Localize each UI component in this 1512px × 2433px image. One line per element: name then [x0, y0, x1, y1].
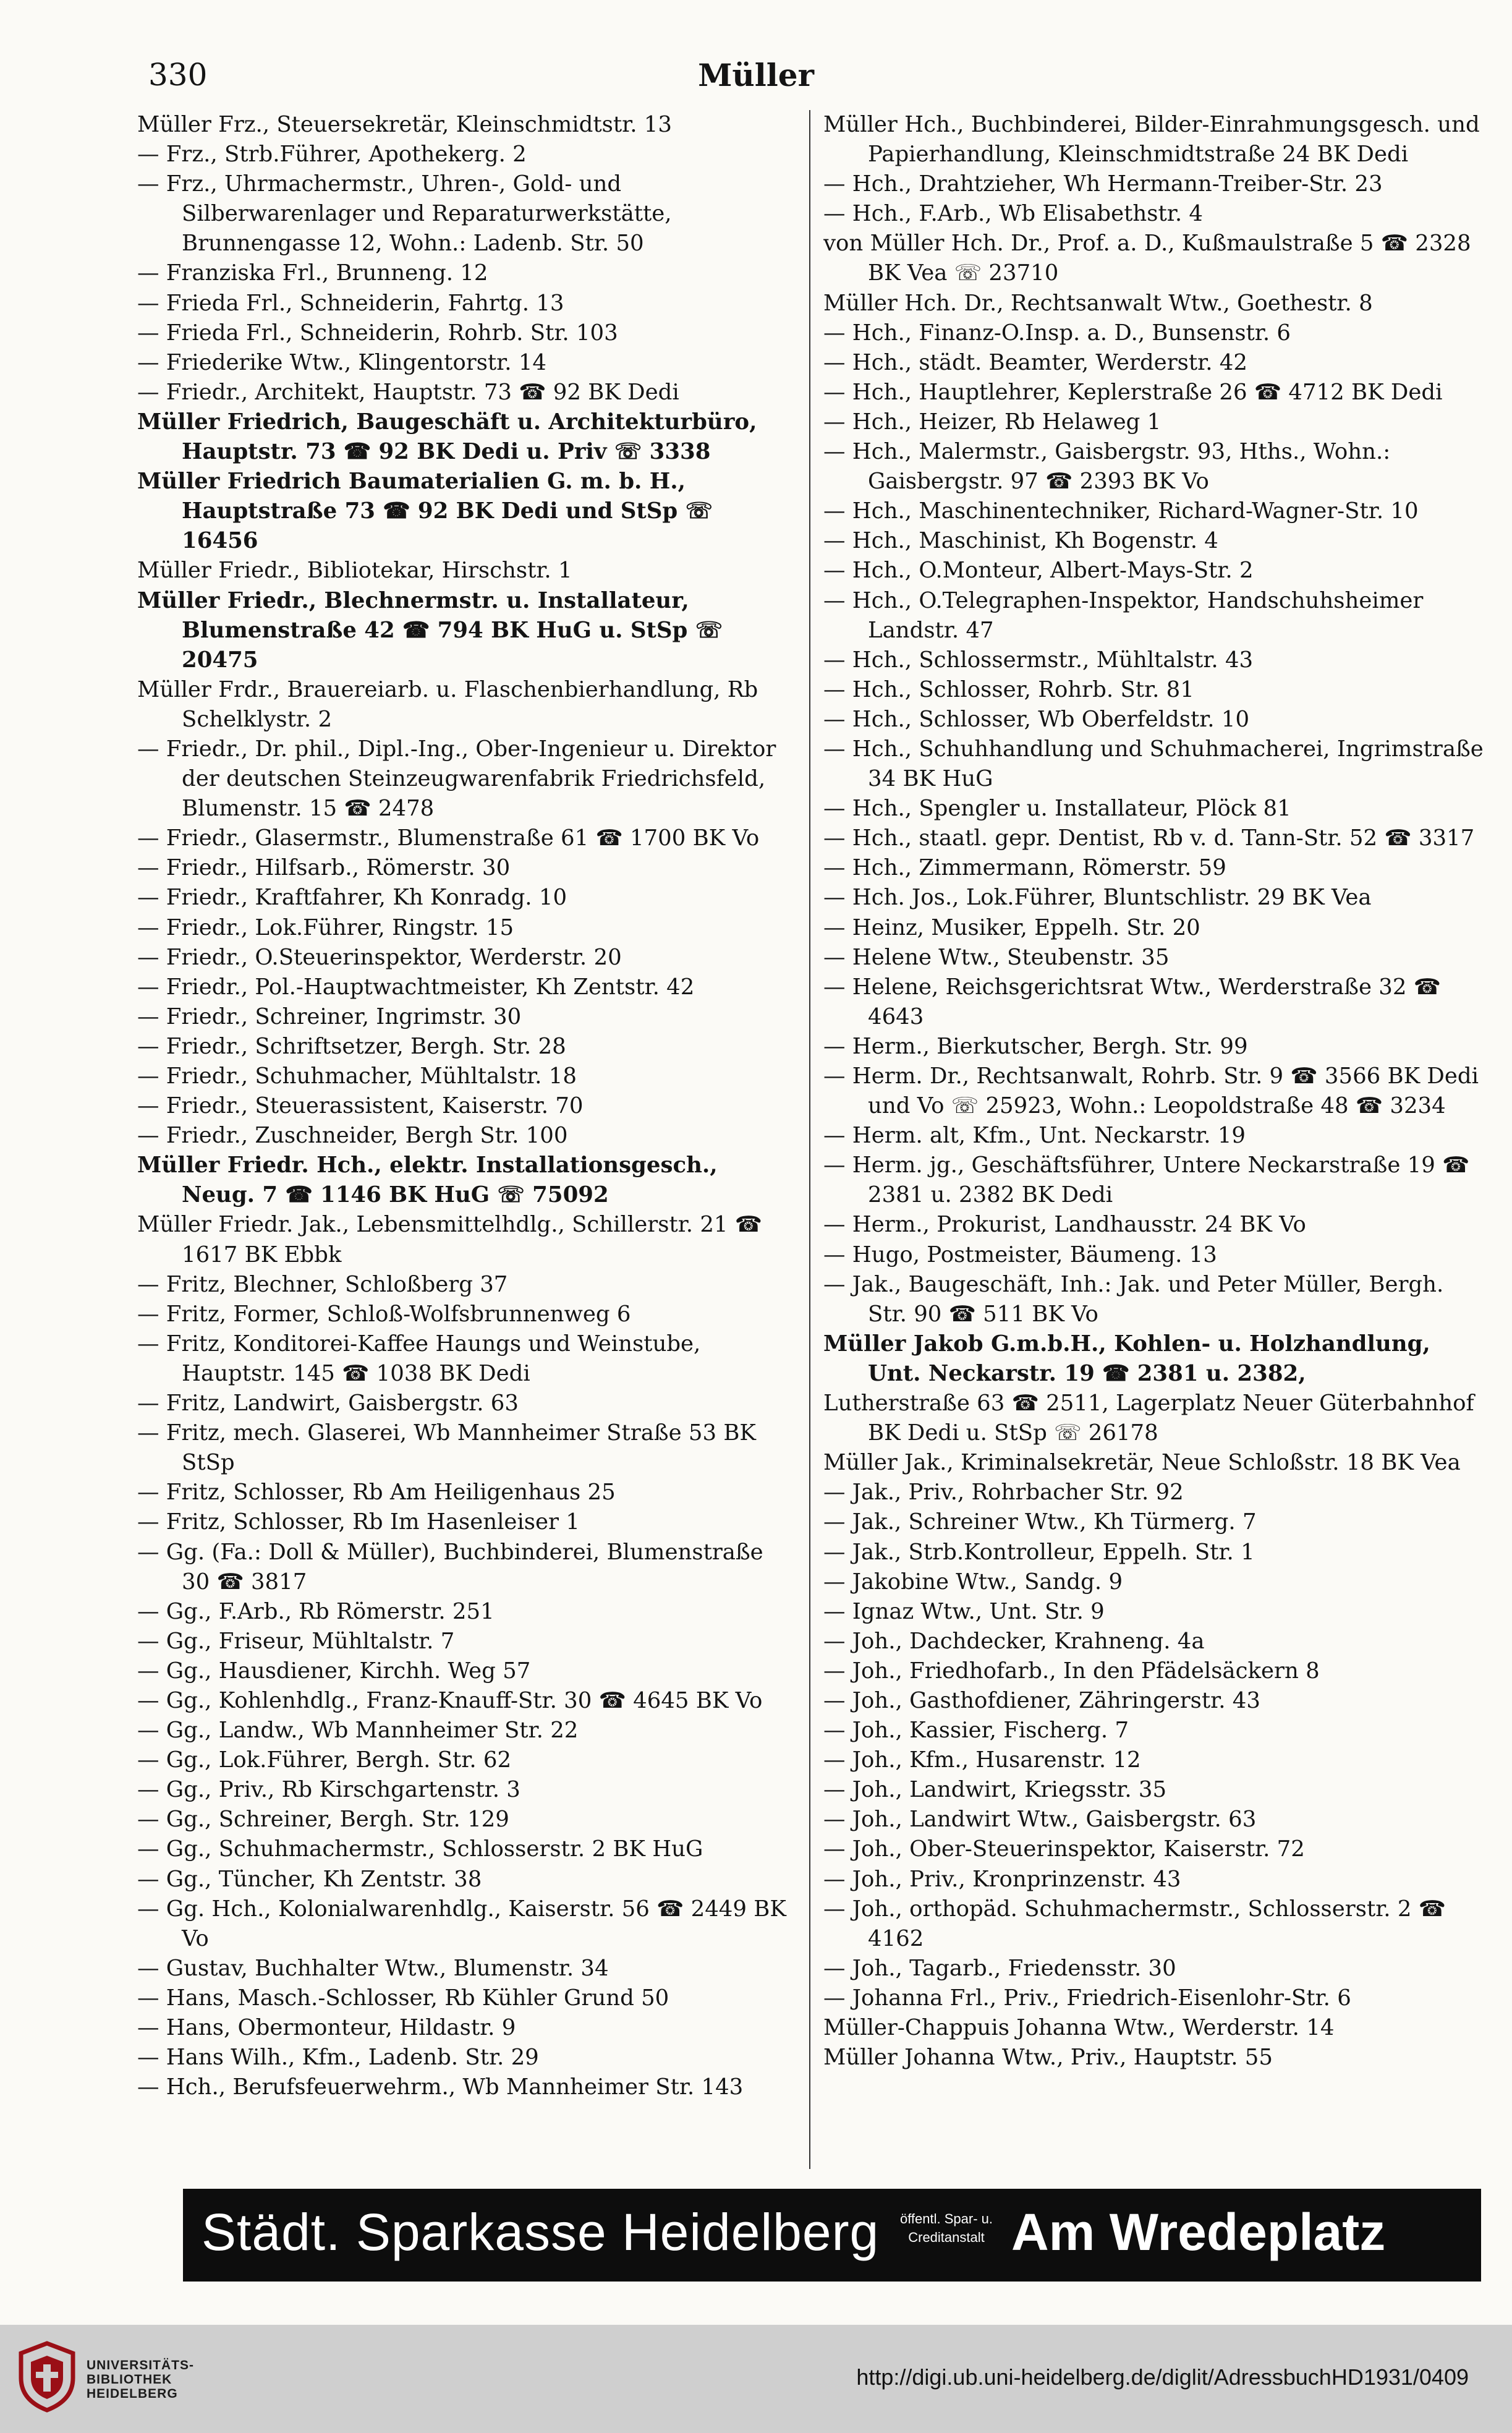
source-url-link[interactable]: http://digi.ub.uni-heidelberg.de/diglit/AdressbuchHD1931/0409: [856, 2364, 1469, 2390]
directory-entry: — Fritz, Konditorei-Kaffee Haungs und Weinstube, Hauptstr. 145 ☎ 1038 BK Dedi: [137, 1331, 701, 1386]
directory-entry: — Gg., F.Arb., Rb Römerstr. 251: [137, 1598, 495, 1624]
directory-entry: Müller Friedrich, Baugeschäft u. Architekturbüro, Hauptstr. 73 ☎ 92 BK Dedi u. Priv ☏ 3338: [137, 409, 757, 465]
directory-entry: — Hans, Obermonteur, Hildastr. 9: [137, 2015, 516, 2040]
directory-entry: — Joh., Gasthofdiener, Zähringerstr. 43: [823, 1687, 1260, 1713]
library-name-line: HEIDELBERG: [87, 2387, 178, 2401]
directory-entry: — Friedr., Steuerassistent, Kaiserstr. 70: [137, 1093, 584, 1119]
right-column: [823, 110, 1485, 2169]
directory-entry: — Frz., Strb.Führer, Apothekerg. 2: [137, 142, 527, 168]
directory-entry: Müller Hch. Dr., Rechtsanwalt Wtw., Goethestr. 8: [823, 290, 1373, 316]
directory-entry: Müller Jak., Kriminalsekretär, Neue Schloßstr. 18 BK Vea: [823, 1450, 1461, 1476]
directory-entry: — Fritz, Blechner, Schloßberg 37: [137, 1271, 508, 1297]
directory-entry: — Gustav, Buchhalter Wtw., Blumenstr. 34: [137, 1955, 609, 1981]
university-seal-icon: [16, 2340, 78, 2414]
directory-entry: — Helene, Reichsgerichtsrat Wtw., Werderstraße 32 ☎ 4643: [823, 974, 1441, 1029]
directory-entry: — Hans Wilh., Kfm., Ladenb. Str. 29: [137, 2045, 539, 2071]
directory-entry: Müller Friedrich Baumaterialien G. m. b. H., Hauptstraße 73 ☎ 92 BK Dedi und StSp ☏ 16456: [137, 469, 713, 554]
ad-bank-name: Städt. Sparkasse Heidelberg: [202, 2203, 880, 2261]
directory-entry: — Hugo, Postmeister, Bäumeng. 13: [823, 1242, 1217, 1268]
directory-entry: — Herm., Prokurist, Landhausstr. 24 BK Vo: [823, 1212, 1306, 1238]
directory-entry: — Friedr., Schuhmacher, Mühltalstr. 18: [137, 1063, 577, 1089]
directory-entry: — Gg., Kohlenhdlg., Franz-Knauff-Str. 30 ☎ 4645 BK Vo: [137, 1687, 763, 1713]
ad-location: Am Wredeplatz: [1011, 2203, 1386, 2261]
directory-entry: — Franziska Frl., Brunneng. 12: [137, 260, 488, 286]
directory-entry: — Joh., Landwirt, Kriegsstr. 35: [823, 1777, 1167, 1803]
directory-entry: — Hch., Berufsfeuerwehrm., Wb Mannheimer Str. 143: [137, 2074, 744, 2100]
directory-entry: Müller Johanna Wtw., Priv., Hauptstr. 55: [823, 2045, 1273, 2071]
sparkasse-advertisement: [183, 2189, 1481, 2282]
directory-entry: — Friedr., Zuschneider, Bergh Str. 100: [137, 1123, 568, 1149]
directory-entry: — Hch., Finanz-O.Insp. a. D., Bunsenstr. 6: [823, 320, 1291, 346]
directory-entry: — Gg. Hch., Kolonialwarenhdlg., Kaiserstr. 56 ☎ 2449 BK Vo: [137, 1896, 786, 1951]
directory-entry: Müller Friedr. Jak., Lebensmittelhdlg., Schillerstr. 21 ☎ 1617 BK Ebbk: [137, 1212, 763, 1268]
directory-entry: — Friederike Wtw., Klingentorstr. 14: [137, 349, 546, 375]
directory-entry: — Joh., Ober-Steuerinspektor, Kaiserstr. 72: [823, 1836, 1305, 1862]
column-divider: [809, 110, 810, 2169]
directory-entry: — Hch., Maschinist, Kh Bogenstr. 4: [823, 528, 1218, 554]
directory-entry: — Herm. Dr., Rechtsanwalt, Rohrb. Str. 9 ☎ 3566 BK Dedi und Vo ☏ 25923, Wohn.: Leopoldstraße 48 ☎ 3234: [823, 1063, 1479, 1119]
directory-entry: — Hch., Malermstr., Gaisbergstr. 93, Hths., Wohn.: Gaisbergstr. 97 ☎ 2393 BK Vo: [823, 439, 1391, 495]
directory-entry: — Hch., O.Monteur, Albert-Mays-Str. 2: [823, 558, 1254, 584]
page-number: 330: [148, 57, 208, 93]
directory-entry: — Herm., Bierkutscher, Bergh. Str. 99: [823, 1033, 1248, 1059]
directory-entry: — Gg., Hausdiener, Kirchh. Weg 57: [137, 1658, 531, 1684]
library-footer-bar: [0, 2325, 1512, 2433]
directory-entry: — Hch., Schuhhandlung und Schuhmacherei, Ingrimstraße 34 BK HuG: [823, 736, 1484, 792]
ad-small-print: öffentl. Spar- u. Creditanstalt: [899, 2211, 993, 2245]
directory-entry: — Friedr., Schriftsetzer, Bergh. Str. 28: [137, 1033, 566, 1059]
directory-entry: — Hch., Maschinentechniker, Richard-Wagner-Str. 10: [823, 498, 1419, 524]
directory-entry: — Joh., orthopäd. Schuhmachermstr., Schlosserstr. 2 ☎ 4162: [823, 1896, 1446, 1951]
directory-entry: — Fritz, Landwirt, Gaisbergstr. 63: [137, 1391, 519, 1417]
directory-entry: — Helene Wtw., Steubenstr. 35: [823, 944, 1170, 970]
directory-columns: [137, 110, 1485, 2169]
directory-entry: — Joh., Tagarb., Friedensstr. 30: [823, 1955, 1176, 1981]
directory-entry: Müller Jakob G.m.b.H., Kohlen- u. Holzhandlung, Unt. Neckarstr. 19 ☎ 2381 u. 2382,: [823, 1331, 1430, 1386]
directory-entry: — Joh., Friedhofarb., In den Pfädelsäckern 8: [823, 1658, 1320, 1684]
directory-entry: — Hch., Zimmermann, Römerstr. 59: [823, 855, 1226, 881]
left-column: [137, 110, 796, 2169]
directory-entry: Müller Friedr., Blechnermstr. u. Installateur, Blumenstraße 42 ☎ 794 BK HuG u. StSp ☏ 20475: [137, 587, 723, 673]
directory-entry: — Friedr., Schreiner, Ingrimstr. 30: [137, 1003, 522, 1029]
directory-entry: — Jak., Strb.Kontrolleur, Eppelh. Str. 1: [823, 1539, 1255, 1565]
directory-entry: — Gg., Lok.Führer, Bergh. Str. 62: [137, 1747, 512, 1773]
directory-entry: — Friedr., Hilfsarb., Römerstr. 30: [137, 855, 511, 881]
directory-entry: — Hch., Hauptlehrer, Keplerstraße 26 ☎ 4712 BK Dedi: [823, 379, 1443, 405]
directory-entry: — Hch., Drahtzieher, Wh Hermann-Treiber-Str. 23: [823, 171, 1383, 197]
directory-entry: — Heinz, Musiker, Eppelh. Str. 20: [823, 914, 1200, 940]
directory-entry: — Gg., Landw., Wb Mannheimer Str. 22: [137, 1718, 579, 1744]
directory-entry: Müller Frdr., Brauereiarb. u. Flaschenbierhandlung, Rb Schelklystr. 2: [137, 676, 758, 732]
directory-entry: — Joh., Kfm., Husarenstr. 12: [823, 1747, 1141, 1773]
directory-entry: — Gg., Schuhmachermstr., Schlosserstr. 2 BK HuG: [137, 1836, 703, 1862]
library-name: [87, 2358, 194, 2401]
directory-entry: — Gg., Priv., Rb Kirschgartenstr. 3: [137, 1777, 520, 1803]
directory-entry: — Jakobine Wtw., Sandg. 9: [823, 1569, 1123, 1595]
directory-entry: — Friedr., Lok.Führer, Ringstr. 15: [137, 914, 514, 940]
directory-entry: — Hch., Schlosser, Rohrb. Str. 81: [823, 676, 1194, 702]
directory-entry: — Hans, Masch.-Schlosser, Rb Kühler Grund 50: [137, 1985, 669, 2011]
directory-entry: — Hch. Jos., Lok.Führer, Bluntschlistr. 29 BK Vea: [823, 885, 1372, 911]
running-head: Müller: [698, 57, 814, 93]
directory-entry: — Friedr., Pol.-Hauptwachtmeister, Kh Zentstr. 42: [137, 974, 695, 1000]
directory-entry: — Joh., Kassier, Fischerg. 7: [823, 1718, 1129, 1744]
directory-entry: — Frz., Uhrmachermstr., Uhren-, Gold- und Silberwarenlager und Reparaturwerkstätte, Brunnengasse 12, Wohn.: Ladenb. Str. 50: [137, 171, 672, 257]
directory-entry: — Friedr., Kraftfahrer, Kh Konradg. 10: [137, 885, 567, 911]
directory-entry: von Müller Hch. Dr., Prof. a. D., Kußmaulstraße 5 ☎ 2328 BK Vea ☏ 23710: [823, 231, 1471, 286]
directory-entry: — Friedr., O.Steuerinspektor, Werderstr. 20: [137, 944, 622, 970]
directory-entry: — Fritz, Schlosser, Rb Im Hasenleiser 1: [137, 1509, 580, 1535]
directory-entry: — Friedr., Architekt, Hauptstr. 73 ☎ 92 BK Dedi: [137, 379, 679, 405]
directory-entry: — Ignaz Wtw., Unt. Str. 9: [823, 1598, 1105, 1624]
library-name-line: BIBLIOTHEK: [87, 2372, 172, 2387]
directory-entry: — Hch., F.Arb., Wb Elisabethstr. 4: [823, 201, 1203, 227]
directory-entry: Müller Friedr. Hch., elektr. Installationsgesch., Neug. 7 ☎ 1146 BK HuG ☏ 75092: [137, 1153, 718, 1208]
directory-entry: — Friedr., Glasermstr., Blumenstraße 61 ☎ 1700 BK Vo: [137, 825, 760, 851]
directory-entry: — Fritz, Schlosser, Rb Am Heiligenhaus 25: [137, 1480, 616, 1506]
directory-entry: Müller-Chappuis Johanna Wtw., Werderstr. 14: [823, 2015, 1335, 2040]
directory-entry: — Gg., Friseur, Mühltalstr. 7: [137, 1628, 455, 1654]
directory-entry: — Hch., Heizer, Rb Helaweg 1: [823, 409, 1162, 435]
directory-entry: — Hch., staatl. gepr. Dentist, Rb v. d. Tann-Str. 52 ☎ 3317: [823, 825, 1475, 851]
directory-entry: — Jak., Baugeschäft, Inh.: Jak. und Peter Müller, Bergh. Str. 90 ☎ 511 BK Vo: [823, 1271, 1444, 1327]
library-name-line: UNIVERSITÄTS-: [87, 2358, 195, 2372]
directory-entry: — Frieda Frl., Schneiderin, Fahrtg. 13: [137, 290, 564, 316]
directory-entry: — Frieda Frl., Schneiderin, Rohrb. Str. 103: [137, 320, 618, 346]
directory-entry: — Fritz, mech. Glaserei, Wb Mannheimer Straße 53 BK StSp: [137, 1420, 756, 1476]
directory-entry: — Gg. (Fa.: Doll & Müller), Buchbinderei, Blumenstraße 30 ☎ 3817: [137, 1539, 763, 1595]
directory-entry: — Herm. jg., Geschäftsführer, Untere Neckarstraße 19 ☎ 2381 u. 2382 BK Dedi: [823, 1153, 1470, 1208]
directory-entry: — Hch., Spengler u. Installateur, Plöck 81: [823, 796, 1291, 822]
directory-entry: — Fritz, Former, Schloß-Wolfsbrunnenweg 6: [137, 1301, 631, 1327]
directory-entry: Müller Frz., Steuersekretär, Kleinschmidtstr. 13: [137, 112, 672, 137]
directory-entry: — Gg., Schreiner, Bergh. Str. 129: [137, 1807, 509, 1833]
directory-entry: — Joh., Landwirt Wtw., Gaisbergstr. 63: [823, 1807, 1257, 1833]
directory-entry: — Hch., Schlosser, Wb Oberfeldstr. 10: [823, 706, 1250, 732]
directory-entry: — Jak., Schreiner Wtw., Kh Türmerg. 7: [823, 1509, 1257, 1535]
directory-entry: — Joh., Priv., Kronprinzenstr. 43: [823, 1866, 1181, 1892]
directory-entry: — Jak., Priv., Rohrbacher Str. 92: [823, 1480, 1184, 1506]
directory-entry: — Hch., O.Telegraphen-Inspektor, Handschuhsheimer Landstr. 47: [823, 587, 1424, 643]
directory-entry: — Herm. alt, Kfm., Unt. Neckarstr. 19: [823, 1123, 1246, 1149]
directory-entry: Müller Friedr., Bibliotekar, Hirschstr. 1: [137, 558, 572, 584]
directory-entry: — Gg., Tüncher, Kh Zentstr. 38: [137, 1866, 482, 1892]
directory-entry: Müller Hch., Buchbinderei, Bilder-Einrahmungsgesch. und Papierhandlung, Kleinschmidtstraße 24 BK Dedi: [823, 112, 1480, 168]
directory-entry: Lutherstraße 63 ☎ 2511, Lagerplatz Neuer Güterbahnhof BK Dedi u. StSp ☏ 26178: [823, 1391, 1474, 1446]
directory-entry: — Hch., Schlossermstr., Mühltalstr. 43: [823, 647, 1254, 673]
directory-entry: — Joh., Dachdecker, Krahneng. 4a: [823, 1628, 1205, 1654]
directory-entry: — Friedr., Dr. phil., Dipl.-Ing., Ober-Ingenieur u. Direktor der deutschen Steinzeugwarenfabrik Friedrichsfeld, Blumenstr. 15 ☎ 2478: [137, 736, 776, 822]
directory-entry: — Johanna Frl., Priv., Friedrich-Eisenlohr-Str. 6: [823, 1985, 1351, 2011]
directory-entry: — Hch., städt. Beamter, Werderstr. 42: [823, 349, 1247, 375]
page-header: [148, 57, 1364, 100]
